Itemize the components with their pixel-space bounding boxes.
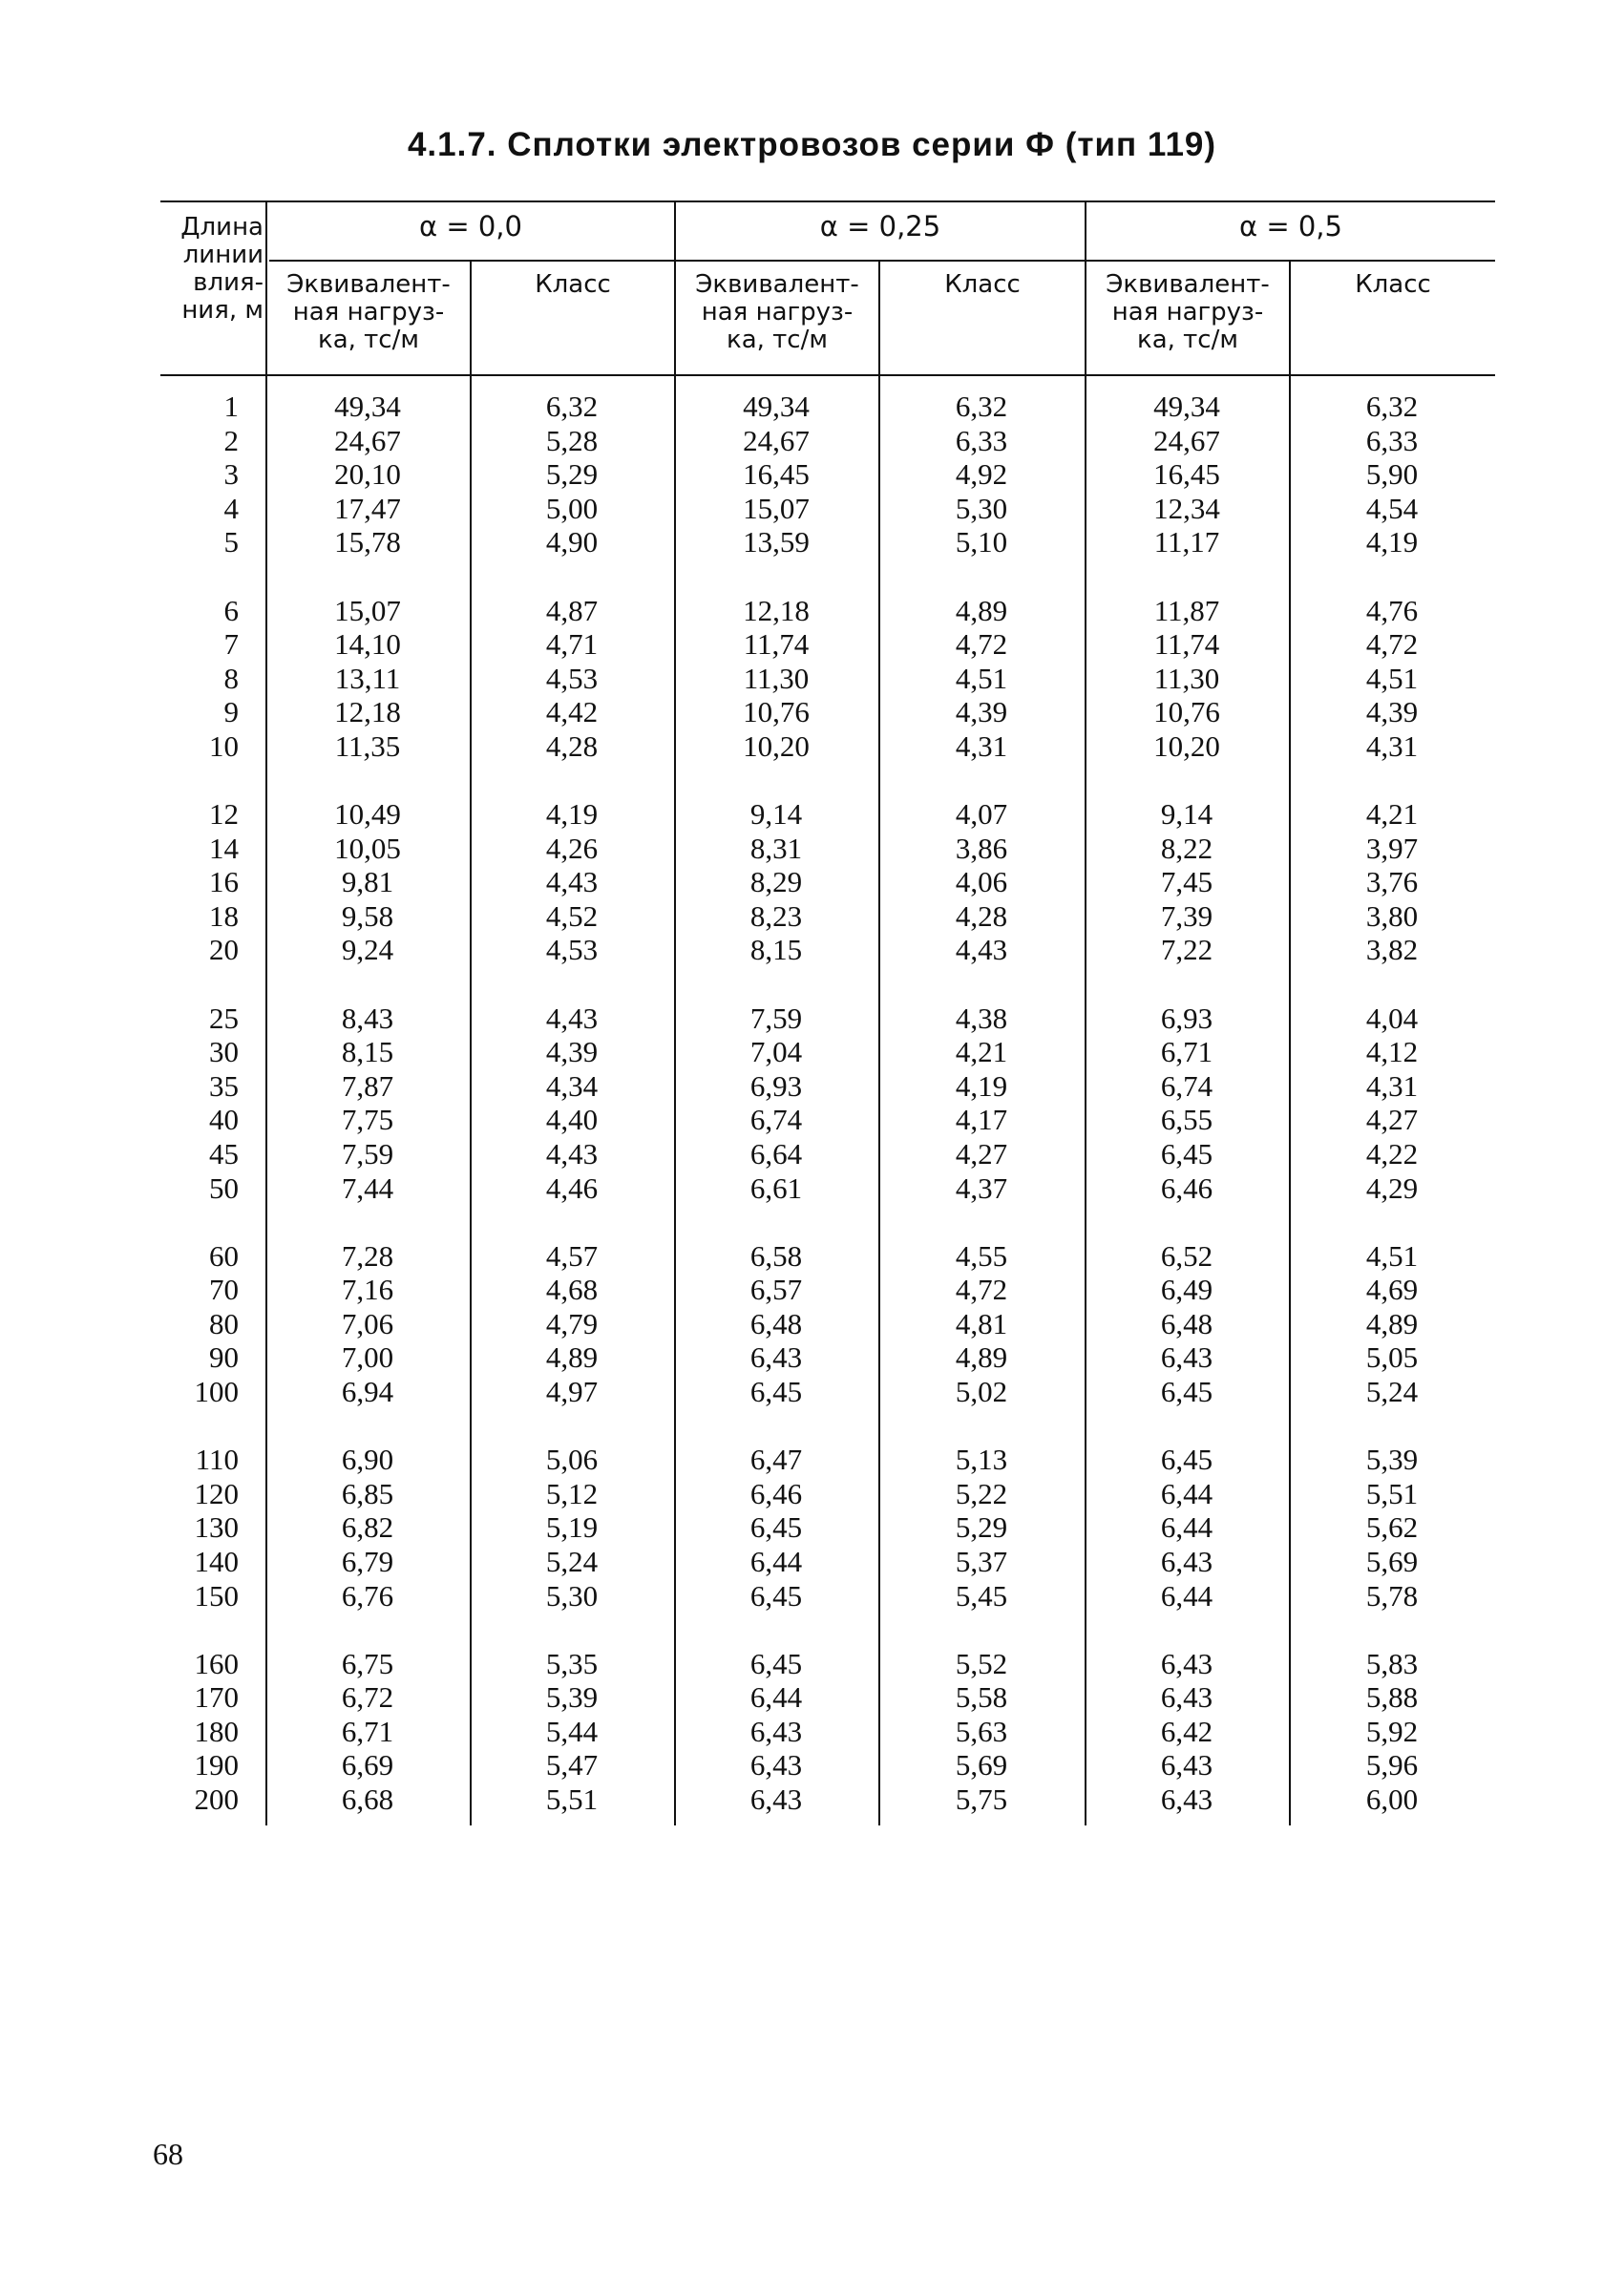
cell-load: 6,64 — [749, 1136, 803, 1171]
cell-length: 130 — [194, 1510, 239, 1545]
cell-class: 5,39 — [545, 1680, 599, 1715]
cell-load: 6,74 — [1160, 1068, 1213, 1103]
cell-length: 6 — [223, 593, 239, 627]
cell-class: 4,42 — [545, 695, 599, 729]
group-rule — [269, 260, 1495, 262]
cell-length: 25 — [209, 1001, 239, 1035]
cell-class: 4,51 — [1365, 661, 1419, 695]
cell-length: 80 — [209, 1306, 239, 1340]
cell-length: 190 — [194, 1748, 239, 1782]
cell-class: 4,28 — [545, 728, 599, 763]
cell-class: 3,76 — [1365, 865, 1419, 899]
cell-class: 4,72 — [1365, 627, 1419, 662]
header-bottom-rule — [160, 374, 1495, 376]
cell-load: 6,93 — [749, 1068, 803, 1103]
cell-load: 9,14 — [1160, 797, 1213, 831]
cell-load: 6,52 — [1160, 1238, 1213, 1273]
cell-class: 4,72 — [955, 1273, 1008, 1307]
header-load-3: Эквивалент- ная нагруз- ка, тс/м — [1106, 270, 1270, 354]
cell-class: 5,35 — [545, 1646, 599, 1680]
cell-load: 7,04 — [749, 1035, 803, 1069]
cell-class: 5,58 — [955, 1680, 1008, 1715]
cell-load: 49,34 — [334, 390, 401, 423]
cell-load: 6,85 — [341, 1476, 394, 1510]
cell-class: 5,05 — [1365, 1340, 1419, 1375]
header-length: Длина линии влия- ния, м — [180, 213, 264, 325]
cell-class: 5,28 — [545, 423, 599, 457]
cell-load: 15,07 — [334, 593, 401, 627]
cell-load: 11,35 — [334, 728, 401, 763]
cell-class: 4,27 — [1365, 1103, 1419, 1137]
cell-class: 4,26 — [545, 831, 599, 865]
cell-load: 6,90 — [341, 1443, 394, 1477]
cell-class: 5,69 — [1365, 1544, 1419, 1578]
cell-class: 4,21 — [1365, 797, 1419, 831]
cell-load: 7,28 — [341, 1238, 394, 1273]
cell-length: 18 — [209, 898, 239, 933]
cell-load: 10,76 — [743, 695, 810, 729]
cell-length: 50 — [209, 1171, 239, 1205]
cell-class: 5,39 — [1365, 1443, 1419, 1477]
cell-class: 5,45 — [955, 1578, 1008, 1613]
cell-load: 6,43 — [1160, 1646, 1213, 1680]
col-divider-1 — [470, 260, 472, 1825]
cell-class: 4,53 — [545, 933, 599, 967]
table-title: 4.1.7. Сплотки электровозов серии Ф (тип 119) — [407, 126, 1217, 163]
col-divider-3 — [878, 260, 880, 1825]
cell-load: 13,59 — [743, 525, 810, 559]
cell-load: 6,46 — [749, 1476, 803, 1510]
cell-class: 4,87 — [545, 593, 599, 627]
cell-load: 12,18 — [743, 593, 810, 627]
cell-load: 15,78 — [334, 525, 401, 559]
cell-class: 5,78 — [1365, 1578, 1419, 1613]
cell-class: 5,24 — [545, 1544, 599, 1578]
cell-length: 170 — [194, 1680, 239, 1715]
cell-class: 5,22 — [955, 1476, 1008, 1510]
cell-class: 3,86 — [955, 831, 1008, 865]
cell-class: 4,12 — [1365, 1035, 1419, 1069]
cell-class: 5,47 — [545, 1748, 599, 1782]
cell-class: 4,54 — [1365, 491, 1419, 525]
cell-load: 6,43 — [1160, 1680, 1213, 1715]
cell-class: 4,51 — [1365, 1238, 1419, 1273]
cell-class: 5,30 — [545, 1578, 599, 1613]
cell-load: 6,44 — [1160, 1578, 1213, 1613]
cell-class: 6,32 — [955, 390, 1008, 423]
header-load-1: Эквивалент- ная нагруз- ка, тс/м — [286, 270, 451, 354]
cell-load: 6,76 — [341, 1578, 394, 1613]
cell-length: 5 — [223, 525, 239, 559]
cell-length: 16 — [209, 865, 239, 899]
cell-load: 11,30 — [743, 661, 810, 695]
cell-class: 4,79 — [545, 1306, 599, 1340]
cell-class: 5,90 — [1365, 457, 1419, 492]
cell-load: 8,22 — [1160, 831, 1213, 865]
cell-class: 5,44 — [545, 1714, 599, 1748]
cell-length: 200 — [194, 1782, 239, 1816]
cell-class: 4,46 — [545, 1171, 599, 1205]
col-divider-2 — [674, 200, 676, 1825]
cell-load: 49,34 — [743, 390, 810, 423]
cell-load: 10,20 — [743, 728, 810, 763]
cell-class: 4,21 — [955, 1035, 1008, 1069]
cell-length: 160 — [194, 1646, 239, 1680]
cell-class: 4,53 — [545, 661, 599, 695]
cell-length: 2 — [223, 423, 239, 457]
cell-class: 3,97 — [1365, 831, 1419, 865]
cell-load: 9,14 — [749, 797, 803, 831]
cell-load: 6,44 — [1160, 1510, 1213, 1545]
cell-load: 10,49 — [334, 797, 401, 831]
cell-class: 4,06 — [955, 865, 1008, 899]
cell-class: 5,02 — [955, 1375, 1008, 1408]
cell-load: 9,24 — [341, 933, 394, 967]
cell-load: 11,74 — [1153, 627, 1220, 662]
cell-load: 6,72 — [341, 1680, 394, 1715]
col-divider-5 — [1289, 260, 1291, 1825]
cell-length: 35 — [209, 1068, 239, 1103]
cell-load: 6,45 — [1160, 1443, 1213, 1477]
cell-class: 4,90 — [545, 525, 599, 559]
cell-load: 6,45 — [749, 1375, 803, 1408]
cell-class: 4,55 — [955, 1238, 1008, 1273]
cell-load: 7,59 — [749, 1001, 803, 1035]
cell-class: 4,19 — [1365, 525, 1419, 559]
cell-class: 4,76 — [1365, 593, 1419, 627]
cell-load: 8,29 — [749, 865, 803, 899]
cell-load: 6,45 — [1160, 1136, 1213, 1171]
cell-class: 3,80 — [1365, 898, 1419, 933]
cell-length: 120 — [194, 1476, 239, 1510]
cell-load: 10,05 — [334, 831, 401, 865]
cell-class: 4,07 — [955, 797, 1008, 831]
cell-class: 5,69 — [955, 1748, 1008, 1782]
cell-load: 6,49 — [1160, 1273, 1213, 1307]
header-class-2: Класс — [944, 270, 1021, 299]
page-number: 68 — [153, 2137, 183, 2171]
cell-load: 24,67 — [334, 423, 401, 457]
cell-load: 8,23 — [749, 898, 803, 933]
cell-load: 8,15 — [749, 933, 803, 967]
cell-length: 20 — [209, 933, 239, 967]
cell-load: 20,10 — [334, 457, 401, 492]
cell-load: 6,44 — [749, 1680, 803, 1715]
cell-class: 4,19 — [545, 797, 599, 831]
cell-length: 150 — [194, 1578, 239, 1613]
cell-class: 4,27 — [955, 1136, 1008, 1171]
cell-load: 6,43 — [1160, 1340, 1213, 1375]
cell-load: 6,47 — [749, 1443, 803, 1477]
cell-class: 4,89 — [955, 593, 1008, 627]
cell-length: 10 — [209, 728, 239, 763]
cell-load: 6,71 — [1160, 1035, 1213, 1069]
cell-class: 5,52 — [955, 1646, 1008, 1680]
cell-class: 4,38 — [955, 1001, 1008, 1035]
cell-class: 5,96 — [1365, 1748, 1419, 1782]
cell-length: 110 — [195, 1443, 239, 1477]
cell-class: 4,39 — [955, 695, 1008, 729]
cell-class: 6,32 — [545, 390, 599, 423]
cell-length: 40 — [209, 1103, 239, 1137]
cell-length: 1 — [223, 390, 239, 423]
cell-load: 6,45 — [749, 1646, 803, 1680]
cell-length: 45 — [209, 1136, 239, 1171]
cell-load: 6,43 — [749, 1748, 803, 1782]
cell-class: 5,10 — [955, 525, 1008, 559]
cell-length: 7 — [223, 627, 239, 662]
cell-class: 4,31 — [955, 728, 1008, 763]
cell-class: 4,31 — [1365, 1068, 1419, 1103]
cell-class: 5,62 — [1365, 1510, 1419, 1545]
cell-class: 4,22 — [1365, 1136, 1419, 1171]
cell-load: 9,81 — [341, 865, 394, 899]
cell-class: 4,17 — [955, 1103, 1008, 1137]
cell-class: 5,51 — [545, 1782, 599, 1816]
cell-class: 4,31 — [1365, 728, 1419, 763]
cell-load: 6,93 — [1160, 1001, 1213, 1035]
cell-load: 6,45 — [1160, 1375, 1213, 1408]
cell-load: 6,71 — [341, 1714, 394, 1748]
cell-class: 5,88 — [1365, 1680, 1419, 1715]
cell-length: 60 — [209, 1238, 239, 1273]
cell-load: 6,58 — [749, 1238, 803, 1273]
cell-class: 5,00 — [545, 491, 599, 525]
header-load-2: Эквивалент- ная нагруз- ка, тс/м — [695, 270, 859, 354]
cell-load: 11,17 — [1153, 525, 1220, 559]
cell-class: 5,06 — [545, 1443, 599, 1477]
cell-length: 14 — [209, 831, 239, 865]
cell-load: 11,74 — [743, 627, 810, 662]
cell-class: 4,43 — [545, 865, 599, 899]
cell-load: 6,79 — [341, 1544, 394, 1578]
cell-class: 4,68 — [545, 1273, 599, 1307]
cell-load: 11,30 — [1153, 661, 1220, 695]
cell-load: 7,39 — [1160, 898, 1213, 933]
cell-class: 4,29 — [1365, 1171, 1419, 1205]
cell-length: 140 — [194, 1544, 239, 1578]
cell-class: 4,72 — [955, 627, 1008, 662]
cell-load: 6,43 — [749, 1714, 803, 1748]
cell-load: 16,45 — [743, 457, 810, 492]
cell-load: 14,10 — [334, 627, 401, 662]
cell-load: 6,82 — [341, 1510, 394, 1545]
cell-load: 6,94 — [341, 1375, 394, 1408]
cell-length: 180 — [194, 1714, 239, 1748]
cell-class: 4,57 — [545, 1238, 599, 1273]
cell-length: 8 — [223, 661, 239, 695]
cell-load: 12,34 — [1153, 491, 1220, 525]
cell-class: 5,29 — [955, 1510, 1008, 1545]
cell-length: 9 — [223, 695, 239, 729]
cell-load: 24,67 — [743, 423, 810, 457]
cell-class: 4,39 — [545, 1035, 599, 1069]
cell-load: 7,45 — [1160, 865, 1213, 899]
group-alpha-0-5: α = 0,5 — [1239, 210, 1342, 243]
cell-load: 6,43 — [749, 1340, 803, 1375]
cell-load: 10,76 — [1153, 695, 1220, 729]
cell-class: 3,82 — [1365, 933, 1419, 967]
header-class-3: Класс — [1355, 270, 1431, 299]
cell-length: 3 — [223, 457, 239, 492]
header-class-1: Класс — [535, 270, 611, 299]
cell-class: 4,52 — [545, 898, 599, 933]
cell-load: 9,58 — [341, 898, 394, 933]
cell-class: 4,28 — [955, 898, 1008, 933]
cell-class: 5,83 — [1365, 1646, 1419, 1680]
cell-class: 4,92 — [955, 457, 1008, 492]
cell-length: 90 — [209, 1340, 239, 1375]
cell-load: 7,06 — [341, 1306, 394, 1340]
cell-class: 4,89 — [545, 1340, 599, 1375]
cell-class: 5,12 — [545, 1476, 599, 1510]
cell-length: 30 — [209, 1035, 239, 1069]
cell-load: 6,61 — [749, 1171, 803, 1205]
cell-length: 12 — [209, 797, 239, 831]
cell-class: 4,43 — [545, 1001, 599, 1035]
cell-class: 4,89 — [955, 1340, 1008, 1375]
cell-load: 7,87 — [341, 1068, 394, 1103]
cell-load: 6,46 — [1160, 1171, 1213, 1205]
cell-load: 6,48 — [1160, 1306, 1213, 1340]
cell-class: 4,43 — [545, 1136, 599, 1171]
cell-class: 6,32 — [1365, 390, 1419, 423]
cell-class: 5,13 — [955, 1443, 1008, 1477]
group-alpha-0-0: α = 0,0 — [419, 210, 522, 243]
cell-class: 4,51 — [955, 661, 1008, 695]
cell-load: 11,87 — [1153, 593, 1220, 627]
cell-class: 5,24 — [1365, 1375, 1419, 1408]
cell-load: 7,75 — [341, 1103, 394, 1137]
cell-class: 5,92 — [1365, 1714, 1419, 1748]
cell-load: 7,59 — [341, 1136, 394, 1171]
cell-load: 6,43 — [1160, 1782, 1213, 1816]
cell-class: 4,39 — [1365, 695, 1419, 729]
cell-class: 5,19 — [545, 1510, 599, 1545]
cell-load: 6,74 — [749, 1103, 803, 1137]
cell-class: 6,00 — [1365, 1782, 1419, 1816]
cell-load: 6,68 — [341, 1782, 394, 1816]
cell-load: 6,44 — [749, 1544, 803, 1578]
cell-load: 6,75 — [341, 1646, 394, 1680]
cell-load: 7,22 — [1160, 933, 1213, 967]
col-divider-length — [265, 200, 267, 1825]
cell-class: 4,04 — [1365, 1001, 1419, 1035]
cell-load: 16,45 — [1153, 457, 1220, 492]
cell-length: 4 — [223, 491, 239, 525]
cell-load: 6,43 — [749, 1782, 803, 1816]
cell-class: 5,51 — [1365, 1476, 1419, 1510]
cell-load: 6,69 — [341, 1748, 394, 1782]
cell-load: 8,31 — [749, 831, 803, 865]
cell-class: 6,33 — [955, 423, 1008, 457]
cell-class: 5,63 — [955, 1714, 1008, 1748]
cell-load: 6,44 — [1160, 1476, 1213, 1510]
cell-load: 7,00 — [341, 1340, 394, 1375]
cell-load: 6,42 — [1160, 1714, 1213, 1748]
cell-load: 6,45 — [749, 1510, 803, 1545]
cell-load: 24,67 — [1153, 423, 1220, 457]
cell-class: 4,37 — [955, 1171, 1008, 1205]
cell-class: 4,97 — [545, 1375, 599, 1408]
cell-load: 13,11 — [334, 661, 401, 695]
cell-class: 4,19 — [955, 1068, 1008, 1103]
cell-class: 6,33 — [1365, 423, 1419, 457]
cell-class: 4,81 — [955, 1306, 1008, 1340]
group-alpha-0-25: α = 0,25 — [819, 210, 941, 243]
cell-load: 17,47 — [334, 491, 401, 525]
col-divider-4 — [1085, 200, 1086, 1825]
cell-class: 4,40 — [545, 1103, 599, 1137]
cell-load: 12,18 — [334, 695, 401, 729]
cell-load: 6,43 — [1160, 1748, 1213, 1782]
cell-class: 5,75 — [955, 1782, 1008, 1816]
cell-load: 7,16 — [341, 1273, 394, 1307]
cell-length: 100 — [194, 1375, 239, 1408]
cell-class: 4,69 — [1365, 1273, 1419, 1307]
cell-class: 5,29 — [545, 457, 599, 492]
cell-load: 8,43 — [341, 1001, 394, 1035]
cell-length: 70 — [209, 1273, 239, 1307]
top-rule — [160, 200, 1495, 202]
cell-load: 6,48 — [749, 1306, 803, 1340]
cell-load: 10,20 — [1153, 728, 1220, 763]
cell-class: 4,89 — [1365, 1306, 1419, 1340]
cell-class: 4,34 — [545, 1068, 599, 1103]
cell-class: 5,30 — [955, 491, 1008, 525]
cell-load: 7,44 — [341, 1171, 394, 1205]
cell-load: 8,15 — [341, 1035, 394, 1069]
cell-class: 4,43 — [955, 933, 1008, 967]
cell-load: 15,07 — [743, 491, 810, 525]
cell-load: 6,57 — [749, 1273, 803, 1307]
cell-load: 6,45 — [749, 1578, 803, 1613]
cell-load: 6,55 — [1160, 1103, 1213, 1137]
cell-load: 6,43 — [1160, 1544, 1213, 1578]
cell-class: 5,37 — [955, 1544, 1008, 1578]
cell-load: 49,34 — [1153, 390, 1220, 423]
cell-class: 4,71 — [545, 627, 599, 662]
